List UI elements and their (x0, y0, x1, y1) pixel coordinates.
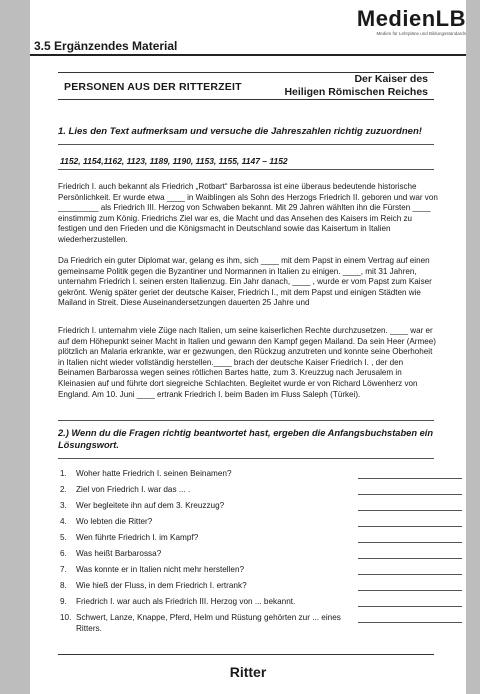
question-text: Wen führte Friedrich I. im Kampf? (76, 533, 199, 542)
paragraph-2 (58, 256, 438, 309)
paragraph-text: Friedrich I. auch bekannt als Friedrich „Rotbart“ Barbarossa ist eine überaus bedeutende historische Persönlichkeit. Er wurde etwa ____ in Waiblingen als Sohn des Herzogs Friedrich II. geboren und war von _________ als Friedrich III. Herzog von Schwaben bekannt. Mit 29 Jahren wählten ihn die Fürsten ____ einstimmig zum König. Friedrichs Ziel war es, die Macht und das Ansehen des Kaisers im Reich zu festigen und den Frieden und die Königsmacht in Deutschland sowie das Kaisertum in Italien wiederherzustellen. (58, 182, 438, 244)
answer-line[interactable] (358, 510, 462, 511)
answer-line[interactable] (358, 494, 462, 495)
question-text: Wie hieß der Fluss, in dem Friedrich I. ertrank? (76, 581, 247, 590)
header-subject-line2: Heiligen Römischen Reiches (284, 86, 428, 98)
answer-line[interactable] (358, 590, 462, 591)
answer-line[interactable] (358, 622, 462, 623)
question-number: 9. (60, 597, 67, 606)
question-number: 3. (60, 501, 67, 510)
answer-line[interactable] (358, 542, 462, 543)
years-list: 1152, 1154,1162, 1123, 1189, 1190, 1153, 1155, 1147 – 1152 (60, 156, 288, 166)
footer-title: Ritter (229, 664, 267, 680)
question-text: Friedrich I. war auch als Friedrich III. Herzog von ... bekannt. (76, 597, 296, 606)
question-text: Woher hatte Friedrich I. seinen Beinamen? (76, 469, 232, 478)
divider-line (58, 420, 434, 421)
worksheet-header (58, 72, 434, 100)
question-number: 7. (60, 565, 67, 574)
question-number: 10. (60, 613, 72, 622)
task2-instruction: 2.) Wenn du die Fragen richtig beantwortet hast, ergeben die Anfangsbuchstaben ein Lösungswort. (58, 428, 434, 450)
divider-line (58, 458, 434, 459)
question-number: 5. (60, 533, 67, 542)
question-text: Schwert, Lanze, Knappe, Pferd, Helm und Rüstung gehörten zur ... eines Ritters. (76, 613, 341, 633)
header-subject (284, 73, 428, 99)
logo-subtitle: Medien für Lehrpläne und Bildungsstandards (376, 31, 466, 36)
footer-divider (58, 654, 434, 655)
answer-line[interactable] (358, 574, 462, 575)
paragraph-3 (58, 326, 438, 400)
answer-line[interactable] (358, 606, 462, 607)
logo-title: MedienLB (356, 6, 466, 31)
question-number: 4. (60, 517, 67, 526)
publisher-logo (316, 8, 466, 37)
question-number: 6. (60, 549, 67, 558)
paragraph-text: Friedrich I. unternahm viele Züge nach Italien, um seine kaiserlichen Rechte durchzusetzen. ____ war er auf dem Höhepunkt seiner Macht in Italien und gewann den Kampf gegen Mailand. Da sein Heer (Armee) plötzlich an Malaria erkrankte, war er gezwungen, den Rückzug anzutreten und konnte seine Oberhoheit in Italien nicht wieder vollständig herstellen.____ brach der deutsche Kaiser Friedrich I. , der den Beinamen Barbarossa wegen seines rötlichen Bartes hatte, zum 3. Kreuzzug nach Jerusalem in Kleinasien auf und führte dort siegreiche Schlachten. Begleitet wurde er von Richard Löwenherz von England. Am 10. Juni ____ ertrank Friedrich I. beim Baden im Fluss Saleph (Türkei). (58, 326, 436, 399)
header-subject-line1: Der Kaiser des (354, 73, 428, 85)
question-text: Wer begleitete ihn auf dem 3. Kreuzzug? (76, 501, 225, 510)
header-topic: PERSONEN AUS DER RITTERZEIT (64, 81, 242, 93)
answer-line[interactable] (358, 478, 462, 479)
question-number: 8. (60, 581, 67, 590)
paragraph-1 (58, 182, 438, 246)
question-text: Ziel von Friedrich I. war das ... . (76, 485, 191, 494)
worksheet-page (30, 0, 466, 694)
question-text: Wo lebten die Ritter? (76, 517, 153, 526)
question-text: Was konnte er in Italien nicht mehr herstellen? (76, 565, 245, 574)
paragraph-text: Da Friedrich ein guter Diplomat war, gelang es ihm, sich ____ mit dem Papst in einem Vertrag auf einen gemeinsame Politik gegen die Byzantiner und Normannen in Italien zu einigen. ____, mit 31 Jahren, unternahm Friedrich I. seinen ersten Italienzug. Ein Jahr danach, ____ , wurde er vom Papst zum Kaiser gekrönt. Wenig später geriet der deutsche Kaiser, Friedrich I., mit dem Papst und einigen Städten wie Mailand in Streit. Diese Auseinandersetzungen dauerten 25 Jahre und (58, 256, 432, 308)
answer-line[interactable] (358, 526, 462, 527)
question-text: Was heißt Barbarossa? (76, 549, 162, 558)
section-title: 3.5 Ergänzendes Material (30, 38, 466, 56)
question-number: 2. (60, 485, 67, 494)
task1-instruction: 1. Lies den Text aufmerksam und versuche die Jahreszahlen richtig zuzuordnen! (58, 126, 422, 137)
years-box (58, 144, 434, 170)
answer-line[interactable] (358, 558, 462, 559)
question-number: 1. (60, 469, 67, 478)
